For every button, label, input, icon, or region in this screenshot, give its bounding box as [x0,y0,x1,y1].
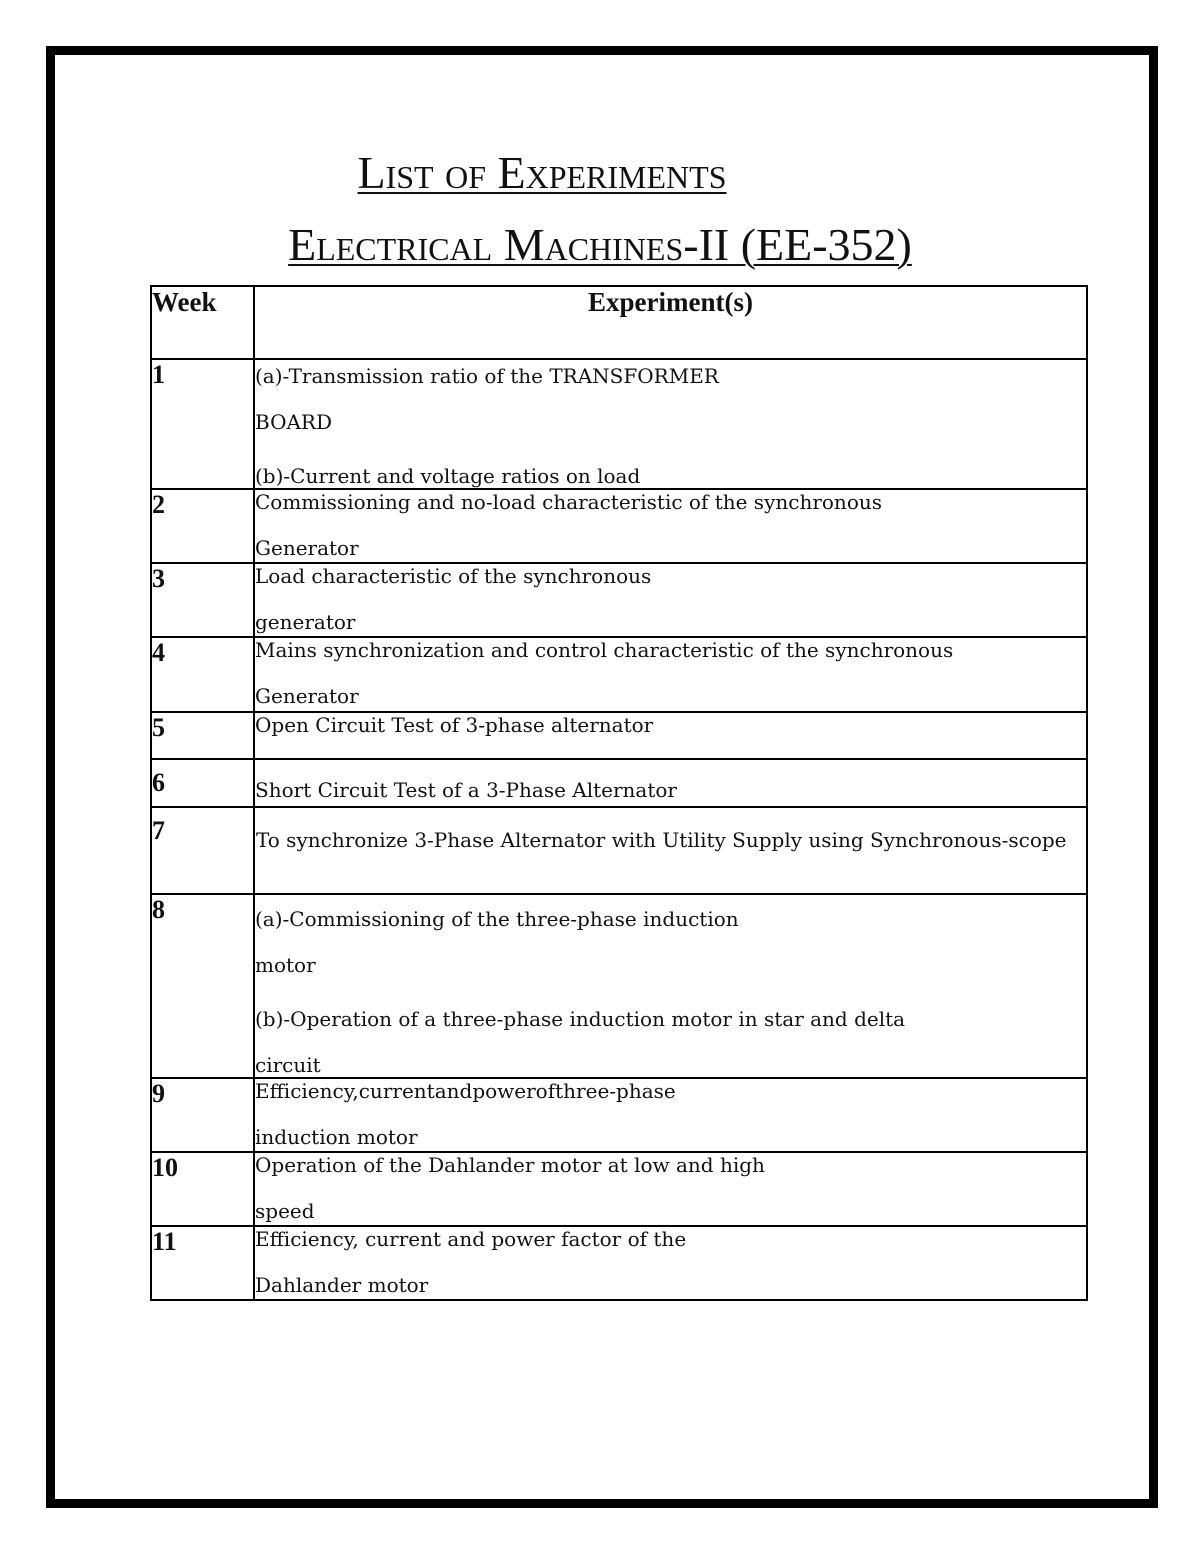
table-row [151,1226,1087,1300]
week-number: 9 [151,1078,254,1152]
experiment-word: three-phase [555,1079,676,1103]
week-number: 1 [151,359,254,489]
experiment-cell [254,894,1087,1078]
week-number: 3 [151,563,254,637]
experiment-text: Load characteristic of the synchronous [255,564,652,588]
table-row [151,1152,1087,1226]
experiment-text: BOARD [255,410,333,434]
week-number: 10 [151,1152,254,1226]
experiment-cell [254,359,1087,489]
page-title: List of Experiments [357,147,727,198]
table-row [151,359,1087,489]
experiment-text: induction motor [255,1125,418,1149]
experiment-text: motor [255,953,316,977]
experiment-word: Efficiency, [255,1079,359,1103]
week-number: 4 [151,637,254,712]
experiment-text: Short Circuit Test of a 3-Phase Alternator [255,778,677,802]
table-header-row [151,286,1087,359]
experiment-text-justified [255,1079,791,1103]
table-row [151,1078,1087,1152]
table-row [151,637,1087,712]
experiment-text: Generator [255,684,359,708]
experiment-cell [254,489,1087,563]
experiment-text: Efficiency, current and power factor of the [255,1227,687,1251]
experiment-text: (b)-Current and voltage ratios on load [255,464,641,488]
experiments-column-header: Experiment(s) [254,286,1087,359]
experiment-cell [254,1152,1087,1226]
table-row [151,894,1087,1078]
experiment-text: (a)-Transmission ratio of the TRANSFORMER [255,364,719,388]
experiment-cell [254,637,1087,712]
week-column-header: Week [151,286,254,359]
week-number: 8 [151,894,254,1078]
table-row [151,563,1087,637]
week-number: 5 [151,712,254,759]
experiment-text: Commissioning and no-load characteristic of the synchronous [255,490,883,514]
table-row [151,807,1087,894]
week-number: 11 [151,1226,254,1300]
experiments-table [150,285,1088,1301]
table-row [151,759,1087,807]
experiment-text: Open Circuit Test of 3-phase alternator [255,713,654,737]
course-title: Electrical Machines-II (EE-352) [288,219,912,270]
experiment-word: and [434,1079,473,1103]
experiment-cell [254,712,1087,759]
week-number: 7 [151,807,254,894]
week-number: 2 [151,489,254,563]
experiment-cell [254,1226,1087,1300]
experiment-text: To synchronize 3-Phase Alternator with Utility Supply using Synchronous-scope [256,828,1067,852]
experiment-text: (b)-Operation of a three-phase induction motor in star and delta [255,1007,906,1031]
table-row [151,489,1087,563]
experiment-word: current [358,1079,435,1103]
experiment-text: speed [255,1199,315,1223]
experiment-cell [254,759,1087,807]
table-row [151,712,1087,759]
experiment-text: Operation of the Dahlander motor at low and high [255,1153,765,1177]
experiment-text: Dahlander motor [255,1273,429,1297]
experiment-cell [254,563,1087,637]
experiment-word: power [472,1079,536,1103]
experiment-text: Generator [255,536,359,560]
experiment-text: circuit [255,1053,321,1077]
experiment-word: of [535,1079,556,1103]
experiment-cell [254,1078,1087,1152]
experiment-text: generator [255,610,356,634]
week-number: 6 [151,759,254,807]
experiment-text: Mains synchronization and control characteristic of the synchronous [255,638,954,662]
experiment-text: (a)-Commissioning of the three-phase induction [255,907,739,931]
experiment-cell [254,807,1087,894]
